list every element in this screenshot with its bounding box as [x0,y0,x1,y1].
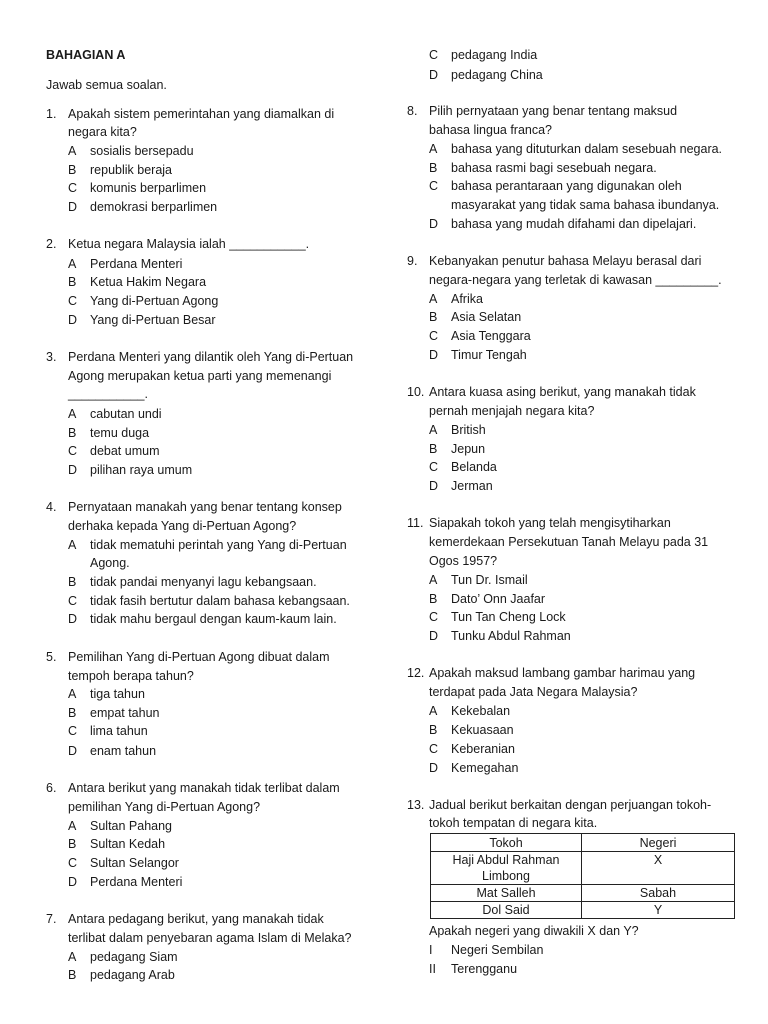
question-number: 10. [407,385,425,399]
option-letter: B [429,161,438,175]
option-letter: D [429,68,439,82]
question-number: 9. [407,254,418,268]
question-text: kemerdekaan Persekutuan Tanah Melayu pada 31 [429,535,709,549]
question-number: 5. [46,650,57,664]
cell-line: Haji Abdul Rahman [452,853,560,867]
question-text: terlibat dalam penyebaran agama Islam di Melaka? [68,931,352,945]
option-text: British [451,423,486,437]
question-text: Pernyataan manakah yang benar tentang konsep [68,500,342,514]
option-text: tiga tahun [90,687,145,701]
option-letter: C [429,742,439,756]
question-text: Apakah negeri yang diwakili X dan Y? [429,924,639,938]
table-row [431,852,735,885]
option-letter: II [429,962,436,976]
option-letter: B [429,592,438,606]
question-text: Agong merupakan ketua parti yang memenangi [68,369,332,383]
question-number: 1. [46,107,57,121]
option-letter: C [429,460,439,474]
option-letter: C [429,179,439,193]
question-number: 12. [407,666,425,680]
question-text: bahasa lingua franca? [429,123,553,137]
question-text: Antara pedagang berikut, yang manakah tidak [68,912,324,926]
option-letter: B [429,723,438,737]
option-letter: D [429,761,439,775]
option-letter: B [429,310,438,324]
option-text: Tunku Abdul Rahman [451,629,571,643]
option-text: tidak mahu bergaul dengan kaum-kaum lain. [90,612,337,626]
option-letter: C [429,48,439,62]
question-text: negara kita? [68,125,137,139]
question-text: Apakah sistem pemerintahan yang diamalkan di [68,107,335,121]
question-text: pernah menjajah negara kita? [429,404,595,418]
question-text: Ogos 1957? [429,554,498,568]
option-text: bahasa rasmi bagi sesebuah negara. [451,161,657,175]
option-letter: C [429,329,439,343]
question-text: terdapat pada Jata Negara Malaysia? [429,685,638,699]
section-heading: BAHAGIAN A [46,48,126,62]
instruction: Jawab semua soalan. [46,78,167,92]
cell-line: Limbong [482,869,530,883]
option-letter: C [68,594,78,608]
option-text: Kemegahan [451,761,519,775]
option-text: Perdana Menteri [90,875,183,889]
option-letter: C [68,856,78,870]
option-text: Ketua Hakim Negara [90,275,207,289]
table-cell: Y [582,902,735,919]
question-text: Pilih pernyataan yang benar tentang maksud [429,104,678,118]
option-text: temu duga [90,426,150,440]
question-text: Antara berikut yang manakah tidak terlibat dalam [68,781,340,795]
question-text: Jadual berikut berkaitan dengan perjuangan tokoh- [429,798,712,812]
table-header: Negeri [582,834,735,852]
option-letter: A [68,687,77,701]
option-letter: A [68,144,77,158]
option-text: pedagang Siam [90,950,178,964]
option-text: Sultan Pahang [90,819,173,833]
option-text: Keberanian [451,742,515,756]
option-text: Dato’ Onn Jaafar [451,592,546,606]
question-text: Kebanyakan penutur bahasa Melayu berasal dari [429,254,702,268]
option-letter: D [429,629,439,643]
option-letter: B [68,426,77,440]
question-number: 2. [46,237,57,251]
question-text: negara-negara yang terletak di kawasan _________. [429,273,722,287]
table-cell [431,852,582,885]
option-text: pedagang India [451,48,538,62]
option-letter: D [68,200,78,214]
option-letter: B [68,275,77,289]
option-text: tidak fasih bertutur dalam bahasa kebangsaan. [90,594,350,608]
question-number: 13. [407,798,425,812]
tokoh-table [430,833,735,919]
option-letter: A [429,142,438,156]
table-row [431,902,735,919]
option-letter: A [429,704,438,718]
option-text: empat tahun [90,706,160,720]
option-text: Asia Selatan [451,310,522,324]
option-letter: D [429,479,439,493]
option-letter: D [68,744,78,758]
option-letter: A [68,538,77,552]
option-text: bahasa perantaraan yang digunakan oleh [451,179,682,193]
table-cell: Sabah [582,885,735,902]
question-text: pemilihan Yang di-Pertuan Agong? [68,800,261,814]
option-text: bahasa yang dituturkan dalam sesebuah negara. [451,142,723,156]
option-letter: A [429,423,438,437]
question-text: Ketua negara Malaysia ialah ___________. [68,237,310,251]
option-text: masyarakat yang tidak sama bahasa ibundanya. [451,198,720,212]
question-text: Antara kuasa asing berikut, yang manakah tidak [429,385,696,399]
option-letter: A [68,257,77,271]
table-cell: X [582,852,735,885]
option-text: Tun Tan Cheng Lock [451,610,566,624]
option-text: Asia Tenggara [451,329,531,343]
option-text: Kekebalan [451,704,511,718]
option-letter: C [68,444,78,458]
question-text: Apakah maksud lambang gambar harimau yang [429,666,696,680]
option-text: Perdana Menteri [90,257,183,271]
option-text: Sultan Selangor [90,856,179,870]
option-letter: D [429,217,439,231]
option-text: Negeri Sembilan [451,943,544,957]
option-text: debat umum [90,444,160,458]
option-letter: C [68,181,78,195]
option-text: tidak pandai menyanyi lagu kebangsaan. [90,575,317,589]
table-cell: Dol Said [431,902,582,919]
option-letter: D [68,463,78,477]
option-text: pedagang China [451,68,543,82]
option-text: bahasa yang mudah difahami dan dipelajari. [451,217,697,231]
question-text: Perdana Menteri yang dilantik oleh Yang di-Pertuan [68,350,354,364]
question-number: 7. [46,912,57,926]
option-letter: A [429,292,438,306]
option-letter: B [68,163,77,177]
option-text: komunis berparlimen [90,181,207,195]
option-text: lima tahun [90,724,148,738]
question-text: ___________. [68,387,148,401]
option-text: Afrika [451,292,483,306]
option-letter: B [68,706,77,720]
option-letter: D [68,612,78,626]
option-letter: C [68,294,78,308]
option-letter: I [429,943,433,957]
option-letter: D [429,348,439,362]
option-letter: B [68,837,77,851]
question-number: 8. [407,104,418,118]
option-text: tidak mematuhi perintah yang Yang di-Pertuan [90,538,347,552]
option-text: pedagang Arab [90,968,175,982]
option-text: Agong. [90,556,130,570]
question-number: 4. [46,500,57,514]
option-text: republik beraja [90,163,172,177]
option-text: pilihan raya umum [90,463,193,477]
option-text: Yang di-Pertuan Agong [90,294,219,308]
option-letter: B [429,442,438,456]
question-text: tokoh tempatan di negara kita. [429,816,598,830]
option-text: Terengganu [451,962,518,976]
option-text: Kekuasaan [451,723,514,737]
table-row [431,885,735,902]
table-header-row [431,834,735,852]
question-text: Pemilihan Yang di-Pertuan Agong dibuat dalam [68,650,330,664]
option-letter: C [429,610,439,624]
option-letter: D [68,875,78,889]
option-letter: C [68,724,78,738]
option-text: Tun Dr. Ismail [451,573,528,587]
option-text: demokrasi berparlimen [90,200,218,214]
question-text: derhaka kepada Yang di-Pertuan Agong? [68,519,297,533]
question-number: 11. [407,516,424,530]
option-text: Yang di-Pertuan Besar [90,313,216,327]
option-letter: A [429,573,438,587]
option-text: Timur Tengah [451,348,527,362]
question-number: 3. [46,350,57,364]
option-letter: B [68,968,77,982]
option-text: enam tahun [90,744,157,758]
option-letter: A [68,407,77,421]
option-letter: D [68,313,78,327]
question-text: Siapakah tokoh yang telah mengisytiharkan [429,516,671,530]
option-text: Jepun [451,442,486,456]
option-text: Jerman [451,479,493,493]
option-letter: B [68,575,77,589]
option-letter: A [68,819,77,833]
option-letter: A [68,950,77,964]
table-header: Tokoh [431,834,582,852]
question-text: tempoh berapa tahun? [68,669,194,683]
question-number: 6. [46,781,57,795]
option-text: sosialis bersepadu [90,144,194,158]
option-text: Sultan Kedah [90,837,166,851]
option-text: cabutan undi [90,407,162,421]
option-text: Belanda [451,460,497,474]
table-cell: Mat Salleh [431,885,582,902]
